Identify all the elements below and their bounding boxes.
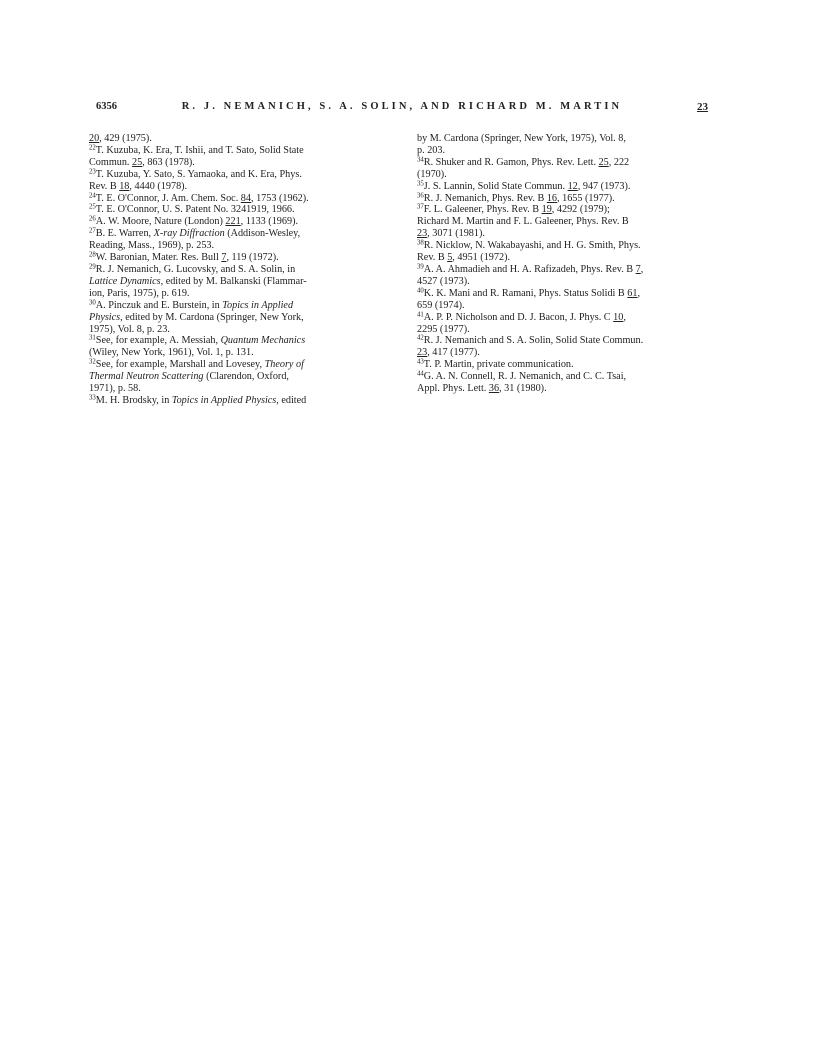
reference-title: Theory of (264, 359, 304, 371)
reference-entry (417, 312, 717, 336)
reference-text: , 4292 (1979); (551, 204, 610, 216)
reference-line (417, 228, 717, 240)
reference-line (89, 144, 384, 157)
reference-line (417, 156, 717, 169)
reference-text: Reading, Mass., 1969), p. 253. (89, 240, 215, 252)
reference-text: R. J. Nemanich, Phys. Rev. B (423, 192, 547, 204)
reference-number: 32 (89, 358, 96, 366)
reference-volume: 84 (240, 192, 251, 204)
reference-entry (89, 264, 384, 300)
reference-entry (89, 133, 384, 145)
reference-line (89, 227, 384, 240)
reference-volume: 61 (627, 287, 638, 299)
reference-number: 43 (417, 358, 424, 366)
reference-text: 1971), p. 58. (89, 383, 141, 395)
reference-text: 4527 (1973). (417, 275, 470, 287)
reference-number: 26 (89, 215, 96, 223)
reference-entry (417, 264, 717, 288)
reference-volume: 10 (613, 311, 624, 323)
volume-number: 23 (697, 101, 708, 113)
reference-text: , 1133 (1969). (240, 216, 299, 228)
reference-text: , (623, 311, 626, 323)
reference-text: A. W. Moore, Nature (London) (95, 216, 226, 228)
reference-entry (417, 204, 717, 240)
reference-entry (89, 216, 384, 228)
reference-text: Rev. B (89, 180, 120, 192)
reference-text: See, for example, A. Messiah, (95, 335, 221, 347)
reference-text: A. Pinczuk and E. Burstein, in (95, 299, 223, 311)
reference-text: 1975), Vol. 8, p. 23. (89, 323, 170, 335)
reference-line (89, 133, 384, 145)
reference-text: , edited by M. Balkanski (Flammar- (160, 275, 307, 287)
reference-text: , 4440 (1978). (129, 180, 188, 192)
reference-line (417, 299, 717, 312)
reference-title: Thermal Neutron Scattering (89, 371, 204, 383)
reference-line (417, 347, 717, 359)
reference-entry (89, 193, 384, 205)
reference-volume: 12 (567, 180, 578, 192)
reference-text: T. Kuzuba, Y. Sato, S. Yamaoka, and K. Era, Phys. (95, 168, 302, 180)
reference-volume: 16 (546, 192, 557, 204)
reference-number: 37 (417, 203, 424, 211)
reference-line (417, 275, 717, 288)
reference-entry (89, 252, 384, 264)
reference-line (89, 263, 384, 276)
reference-volume: 19 (541, 204, 552, 216)
reference-entry (417, 371, 717, 395)
reference-text: T. E. O'Connor, U. S. Patent No. 3241919, 1966. (95, 204, 295, 216)
reference-line (417, 168, 717, 181)
reference-text: R. Nicklow, N. Wakabayashi, and H. G. Smith, Phys. (423, 240, 641, 252)
reference-line (417, 263, 717, 276)
reference-volume: 5 (447, 252, 453, 264)
reference-number: 33 (89, 394, 96, 402)
reference-line (89, 299, 384, 312)
reference-line (417, 370, 717, 383)
reference-line (89, 334, 384, 347)
reference-text: R. Shuker and R. Gamon, Phys. Rev. Lett. (423, 156, 599, 168)
running-header (96, 101, 708, 117)
reference-number: 35 (417, 180, 424, 188)
reference-line (89, 168, 384, 181)
reference-text: , 417 (1977). (427, 347, 480, 359)
reference-text: B. E. Warren, (95, 228, 154, 240)
reference-text: , edited (276, 394, 307, 406)
reference-text: (1970). (417, 168, 447, 180)
reference-volume: 7 (221, 252, 227, 264)
reference-title: Quantum Mechanics (220, 335, 306, 347)
reference-number: 34 (417, 156, 424, 164)
reference-text: ion, Paris, 1975), p. 619. (89, 287, 190, 299)
reference-text: , 1655 (1977). (557, 192, 615, 204)
reference-text: , 1753 (1962). (250, 192, 309, 204)
reference-text: by M. Cardona (Springer, New York, 1975), Vol. 8, (417, 133, 626, 144)
reference-text: W. Baronian, Mater. Res. Bull (95, 252, 222, 264)
reference-text: (Clarendon, Oxford, (203, 371, 289, 383)
reference-entry (417, 240, 717, 264)
reference-text: , 863 (1978). (142, 156, 195, 168)
reference-number: 41 (417, 311, 424, 319)
reference-line (417, 203, 717, 216)
reference-line (89, 287, 384, 300)
reference-line (417, 239, 717, 252)
reference-line (89, 383, 384, 395)
reference-text: p. 203. (417, 144, 446, 156)
reference-entry (89, 300, 384, 336)
reference-number: 28 (89, 251, 96, 259)
reference-line (417, 334, 717, 347)
reference-text: , 429 (1975). (99, 133, 152, 144)
reference-entry (417, 181, 717, 193)
reference-text: (Wiley, New York, 1961), Vol. 1, p. 131. (89, 347, 254, 359)
reference-entry (89, 359, 384, 395)
reference-line (417, 216, 717, 228)
references-column-left (89, 133, 384, 407)
reference-entry (89, 395, 384, 407)
reference-number: 29 (89, 263, 96, 271)
reference-line (89, 323, 384, 336)
reference-text: , 119 (1972). (226, 252, 279, 264)
reference-text: Richard M. Martin and F. L. Galeener, Phys. Rev. B (417, 216, 629, 228)
reference-line (417, 323, 717, 336)
reference-entry (417, 133, 717, 157)
reference-volume: 20 (89, 133, 100, 144)
reference-text: F. L. Galeener, Phys. Rev. B (423, 204, 542, 216)
reference-text: G. A. N. Connell, R. J. Nemanich, and C. C. Tsai, (423, 371, 627, 383)
reference-line (89, 192, 384, 205)
reference-number: 23 (89, 168, 96, 176)
page-number: 6356 (96, 101, 117, 112)
reference-title: Lattice Dynamics (89, 275, 161, 287)
reference-title: X-ray Diffraction (153, 228, 225, 240)
reference-text: M. H. Brodsky, in (95, 394, 172, 406)
reference-number: 22 (89, 144, 96, 152)
reference-line (89, 251, 384, 264)
reference-volume: 23 (417, 228, 428, 240)
reference-text: T. Kuzuba, K. Era, T. Ishii, and T. Sato, Solid State (95, 144, 304, 156)
reference-volume: 18 (119, 180, 130, 192)
reference-text: See, for example, Marshall and Lovesey, (95, 359, 265, 371)
reference-text: T. P. Martin, private communication. (423, 359, 574, 371)
reference-line (89, 180, 384, 193)
reference-line (89, 394, 384, 407)
reference-entry (89, 204, 384, 216)
reference-text: Commun. (89, 156, 133, 168)
reference-number: 39 (417, 263, 424, 271)
reference-text: A. A. Ahmadieh and H. A. Rafizadeh, Phys. Rev. B (423, 263, 636, 275)
reference-entry (417, 288, 717, 312)
reference-number: 38 (417, 239, 424, 247)
reference-line (89, 358, 384, 371)
reference-line (417, 144, 717, 157)
reference-line (89, 215, 384, 228)
reference-line (417, 192, 717, 205)
reference-text: R. J. Nemanich, G. Lucovsky, and S. A. Solin, in (95, 263, 296, 275)
reference-entry (417, 335, 717, 359)
reference-entry (89, 169, 384, 193)
reference-number: 42 (417, 334, 424, 342)
reference-entry (417, 359, 717, 371)
reference-title: Topics in Applied (222, 299, 294, 311)
reference-line (417, 287, 717, 300)
reference-number: 24 (89, 192, 96, 200)
reference-entry (89, 335, 384, 359)
reference-text: T. E. O'Connor, J. Am. Chem. Soc. (95, 192, 241, 204)
reference-text: (Addison-Wesley, (224, 228, 301, 240)
reference-line (89, 203, 384, 216)
reference-number: 44 (417, 370, 424, 378)
reference-volume: 221 (225, 216, 241, 228)
reference-entry (89, 145, 384, 169)
reference-volume: 36 (488, 383, 500, 395)
reference-line (417, 311, 717, 324)
reference-text: R. J. Nemanich and S. A. Solin, Solid State Commun. (423, 335, 644, 347)
reference-number: 31 (89, 334, 96, 342)
reference-volume: 23 (417, 347, 428, 359)
reference-text: , 4951 (1972). (452, 252, 511, 264)
reference-line (417, 383, 717, 395)
references-column-right (417, 133, 717, 395)
reference-line (417, 180, 717, 193)
reference-line (89, 311, 384, 324)
reference-entry (89, 228, 384, 252)
reference-text: Rev. B (417, 252, 448, 264)
reference-line (89, 275, 384, 288)
reference-text: , 222 (608, 156, 630, 168)
reference-volume: 25 (598, 156, 609, 168)
reference-text: , edited by M. Cardona (Springer, New York, (120, 311, 304, 323)
reference-line (417, 358, 717, 371)
reference-text: , 31 (1980). (499, 383, 547, 395)
reference-volume: 7 (635, 263, 641, 275)
reference-line (89, 347, 384, 359)
reference-number: 36 (417, 192, 424, 200)
reference-title: Physics (89, 311, 121, 323)
reference-volume: 25 (132, 156, 143, 168)
reference-text: , (637, 287, 641, 299)
reference-text: , 3071 (1981). (427, 228, 485, 240)
reference-text: 659 (1974). (417, 299, 465, 311)
reference-entry (417, 157, 717, 181)
running-header-authors: R. J. NEMANICH, S. A. SOLIN, AND RICHARD M. MARTIN (181, 101, 623, 112)
reference-line (417, 133, 717, 145)
reference-text: Appl. Phys. Lett. (417, 383, 489, 395)
reference-text: K. K. Mani and R. Ramani, Phys. Status Solidi B (423, 287, 628, 299)
reference-number: 27 (89, 227, 96, 235)
reference-line (89, 156, 384, 169)
reference-text: 2295 (1977). (417, 323, 470, 335)
reference-number: 25 (89, 203, 96, 211)
reference-number: 40 (417, 287, 424, 295)
reference-text: , (640, 263, 644, 275)
reference-line (89, 240, 384, 252)
reference-text: , 947 (1973). (577, 180, 631, 192)
reference-line (89, 371, 384, 383)
reference-title: Topics in Applied Physics (171, 394, 277, 406)
reference-number: 30 (89, 299, 96, 307)
reference-text: A. P. P. Nicholson and D. J. Bacon, J. Phys. C (423, 311, 614, 323)
reference-line (417, 252, 717, 264)
reference-text: J. S. Lannin, Solid State Commun. (423, 180, 568, 192)
reference-entry (417, 193, 717, 205)
